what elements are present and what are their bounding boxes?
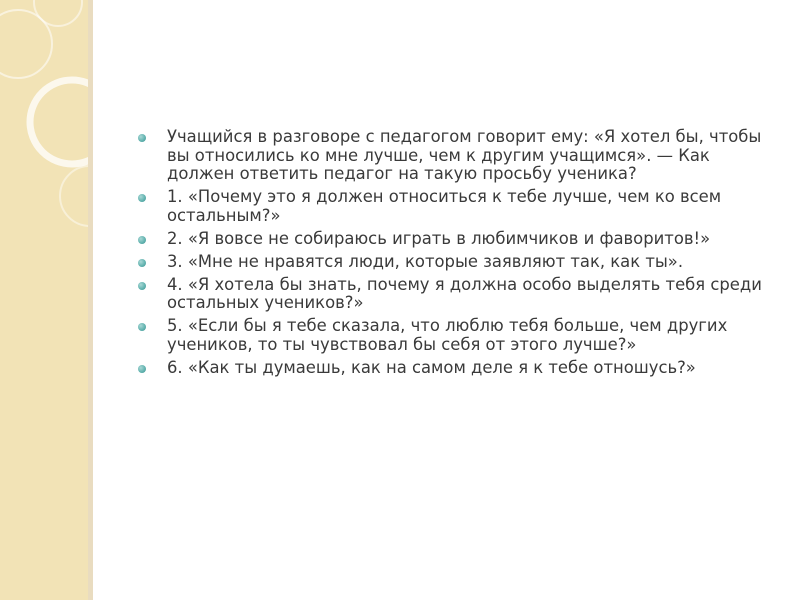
- bullet-icon: [138, 259, 146, 267]
- list-item-text: 4. «Я хотела бы знать, почему я должна особо выделять тебя среди остальных учеников?»: [167, 274, 762, 312]
- list-item: [135, 128, 775, 184]
- list-item: [135, 317, 775, 354]
- decorative-side-panel: [0, 0, 88, 600]
- bullet-icon: [138, 194, 146, 202]
- list-item-text: 3. «Мне не нравятся люди, которые заявляют так, как ты».: [167, 251, 684, 271]
- bullet-icon: [138, 236, 146, 244]
- bullet-icon: [138, 134, 146, 142]
- list-item-text: 1. «Почему это я должен относиться к тебе лучше, чем ко всем остальным?»: [167, 187, 722, 225]
- list-item: [135, 276, 775, 313]
- bullet-icon: [138, 282, 146, 290]
- list-item-text: 6. «Как ты думаешь, как на самом деле я к тебе отношусь?»: [167, 357, 696, 377]
- list-item-text: 5. «Если бы я тебе сказала, что люблю тебя больше, чем других учеников, то ты чувствовал бы себя от этого лучше?»: [167, 316, 728, 354]
- list-item: [135, 188, 775, 225]
- decorative-circles-graphic: [0, 0, 88, 600]
- bullet-icon: [138, 323, 146, 331]
- bullet-icon: [138, 365, 146, 373]
- list-item: [135, 230, 775, 249]
- list-item-text: Учащийся в разговоре с педагогом говорит ему: «Я хотел бы, чтобы вы относились ко мне лучше, чем к другим учащимся». — Как должен ответить педагог на такую просьбу ученика?: [167, 127, 762, 183]
- bullet-list: [135, 128, 775, 382]
- list-item-text: 2. «Я вовсе не собираюсь играть в любимчиков и фаворитов!»: [167, 228, 711, 248]
- list-item: [135, 253, 775, 272]
- list-item: [135, 359, 775, 378]
- side-divider-stripe: [88, 0, 93, 600]
